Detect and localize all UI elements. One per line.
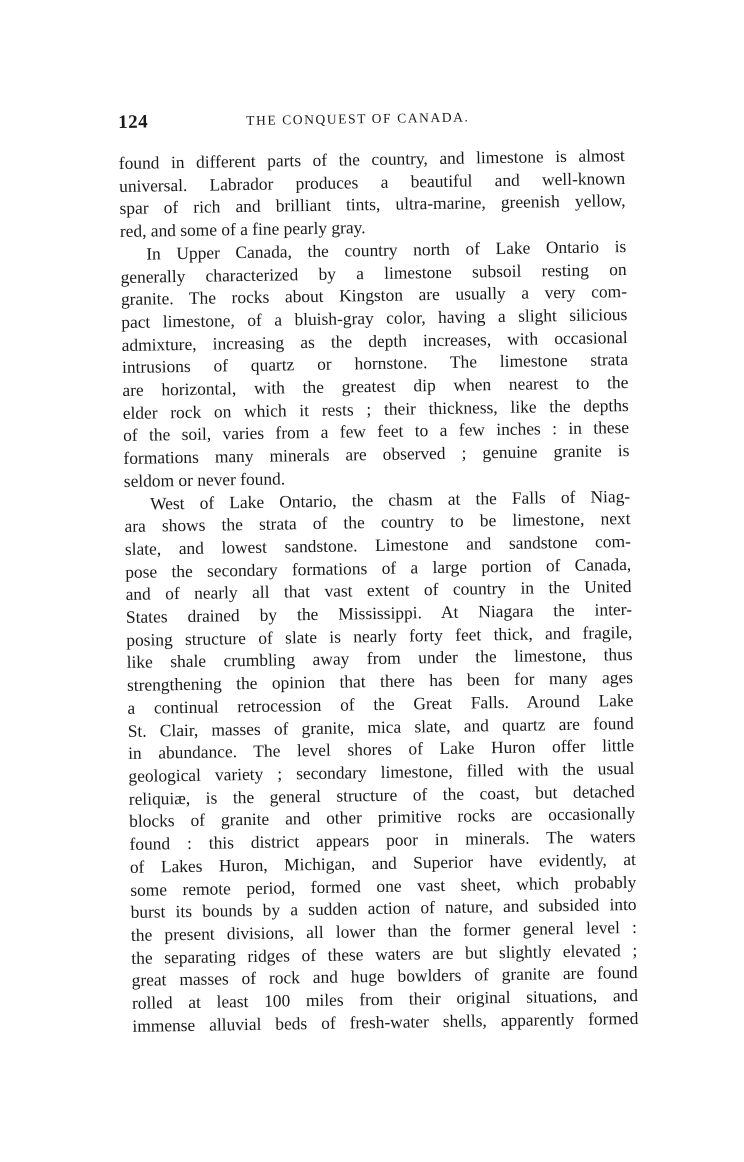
paragraph-2 — [120, 235, 630, 493]
text-line: pose the secondary formations of a large portion of Canada, — [125, 553, 632, 582]
running-title: THE CONQUEST OF CANADA. — [246, 109, 470, 128]
text-line: the present divisions, all lower than the former general level : — [130, 916, 638, 945]
text-line: immense alluvial beds of fresh-water shells, apparently formed — [132, 1007, 639, 1036]
text-line: granite. The rocks about Kingston are usually a very com- — [120, 281, 628, 310]
text-line: are horizontal, with the greatest dip when nearest to the — [122, 372, 629, 400]
text-line: a continual retrocession of the Great Falls. Around Lake — [127, 689, 634, 718]
text-line: found in different parts of the country, and limestone is almost — [118, 145, 625, 173]
page-header — [118, 102, 624, 140]
text-line: red, and some of a fine pearly gray. — [119, 217, 366, 242]
text-line: admixture, increasing as the depth increases, with occasional — [121, 326, 628, 355]
text-line: posing structure of slate is nearly forty feet thick, and fragile, — [126, 621, 633, 650]
text-line: strengthening the opinion that there has been for many ages — [126, 667, 634, 696]
text-line: burst its bounds by a sudden action of nature, and subsided into — [130, 894, 637, 923]
text-line: some remote period, formed one vast sheet, which probably — [130, 871, 637, 900]
text-line: intrusions of quartz or hornstone. The limestone strata — [121, 349, 629, 378]
text-line: ara shows the strata of the country to be limestone, next — [124, 508, 631, 537]
text-line: States drained by the Mississippi. At Niagara the inter- — [125, 599, 633, 627]
text-line: generally characterized by a limestone subsoil resting on — [120, 258, 627, 287]
text-line: in abundance. The level shores of Lake Huron offer little — [127, 735, 635, 764]
text-line: St. Clair, masses of granite, mica slate, and quartz are found — [127, 712, 634, 741]
text-line: West of Lake Ontario, the chasm at the Falls of Niag- — [150, 485, 631, 514]
body-text — [119, 144, 639, 1037]
text-line: universal. Labrador produces a beautiful and well-known — [119, 167, 626, 196]
text-line: slate, and lowest sandstone. Limestone and sandstone com- — [124, 530, 631, 559]
paragraph-1 — [119, 144, 626, 243]
text-line: spar of rich and brilliant tints, ultra-marine, greenish yellow, — [119, 190, 626, 219]
text-line: seldom or never found. — [123, 468, 286, 491]
text-line: reliquiæ, is the general structure of the coast, but detached — [128, 780, 635, 809]
text-line: the separating ridges of these waters are but slightly elevated ; — [131, 939, 638, 968]
text-line: found : this district appears poor in minerals. The waters — [129, 826, 636, 855]
text-line: blocks of granite and other primitive rocks are occasionally — [129, 803, 636, 832]
text-line: elder rock on which it rests ; their thickness, like the depths — [122, 394, 629, 423]
text-line: pact limestone, of a bluish-gray color, having a slight silicious — [121, 303, 628, 332]
book-page — [118, 102, 639, 1037]
text-line: great masses of rock and huge bowlders of granite are found — [131, 962, 638, 991]
text-line: of Lakes Huron, Michigan, and Superior have evidently, at — [129, 848, 636, 877]
text-line: In Upper Canada, the country north of Lake Ontario is — [146, 235, 627, 264]
text-line: formations many minerals are observed ; genuine granite is — [123, 440, 630, 469]
text-line: geological variety ; secondary limestone, filled with the usual — [128, 757, 635, 786]
paragraph-3 — [124, 485, 638, 1038]
page-number: 124 — [118, 111, 149, 133]
text-line: of the soil, varies from a few feet to a few inches : in these — [122, 417, 630, 446]
text-line: rolled at least 100 miles from their original situations, and — [131, 984, 639, 1013]
text-line: like shale crumbling away from under the limestone, thus — [126, 644, 633, 673]
text-line: and of nearly all that vast extent of country in the United — [125, 576, 632, 605]
